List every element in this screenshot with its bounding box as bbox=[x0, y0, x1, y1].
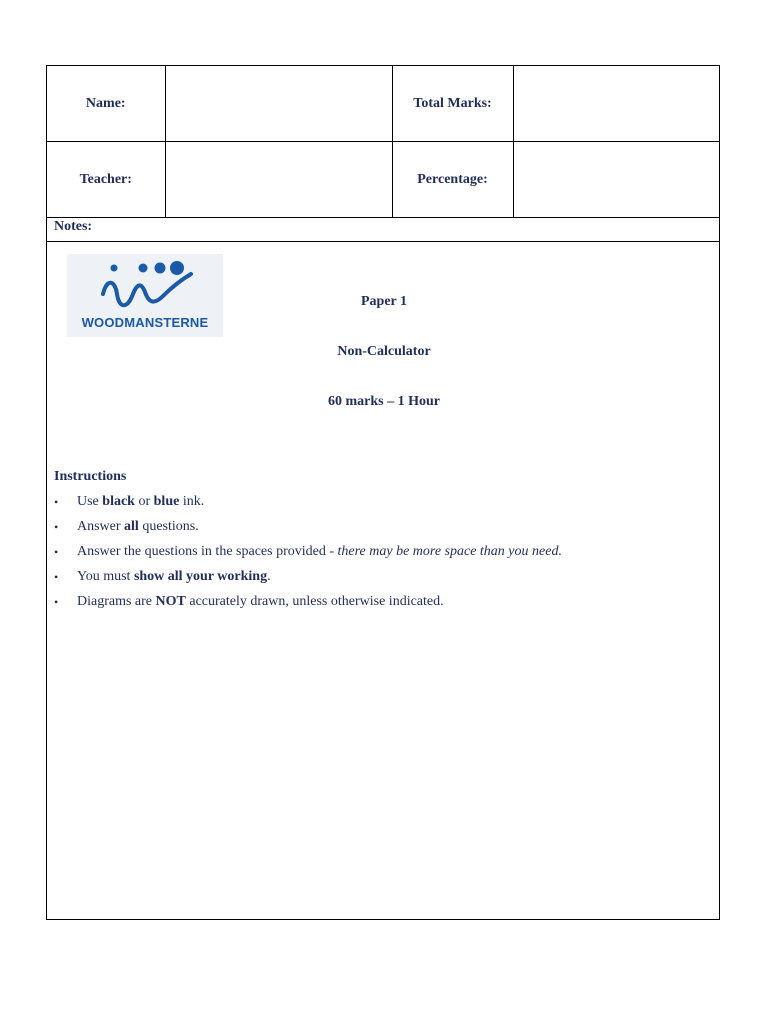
instruction-item bbox=[54, 493, 562, 518]
paper-marks-duration: 60 marks – 1 Hour bbox=[328, 394, 440, 409]
bullet-icon: • bbox=[54, 545, 59, 559]
instructions-list bbox=[54, 493, 562, 618]
percentage-label: Percentage: bbox=[392, 142, 513, 218]
instruction-text: black bbox=[102, 494, 135, 509]
teacher-field[interactable] bbox=[165, 142, 392, 218]
bullet-icon: • bbox=[54, 570, 59, 584]
instruction-text: Diagrams are bbox=[77, 594, 156, 609]
instruction-item bbox=[54, 593, 562, 618]
bullet-icon: • bbox=[54, 495, 59, 509]
instructions-heading: Instructions bbox=[54, 469, 127, 484]
total-marks-field[interactable] bbox=[513, 66, 719, 142]
bullet-icon: • bbox=[54, 595, 59, 609]
percentage-field[interactable] bbox=[513, 142, 719, 218]
instruction-text: You must bbox=[77, 569, 134, 584]
total-marks-label: Total Marks: bbox=[392, 66, 513, 142]
name-label: Name: bbox=[47, 66, 165, 142]
bullet-icon: • bbox=[54, 520, 59, 534]
notes-row[interactable] bbox=[47, 218, 719, 242]
instruction-item bbox=[54, 518, 562, 543]
notes-label: Notes: bbox=[54, 219, 93, 234]
instruction-text: or bbox=[134, 494, 154, 509]
instruction-text: questions. bbox=[138, 519, 199, 534]
instruction-item bbox=[54, 543, 562, 568]
teacher-label: Teacher: bbox=[47, 142, 165, 218]
instruction-text: show all your working bbox=[133, 569, 268, 584]
logo-text: WOODMANSTERNE bbox=[81, 315, 209, 330]
instruction-text: blue bbox=[153, 494, 180, 509]
instruction-text: there may be more space than you need. bbox=[337, 544, 562, 559]
instruction-text: NOT bbox=[155, 594, 186, 609]
name-field[interactable] bbox=[165, 66, 392, 142]
paper-subtitle: Non-Calculator bbox=[337, 344, 431, 359]
instruction-text: Answer bbox=[77, 519, 125, 534]
instruction-text: Answer the questions in the spaces provided - bbox=[77, 544, 338, 559]
cover-sheet bbox=[46, 65, 720, 920]
instruction-text: accurately drawn, unless otherwise indicated. bbox=[185, 594, 444, 609]
student-details-table bbox=[47, 66, 719, 218]
instruction-text: ink. bbox=[179, 494, 205, 509]
instruction-item bbox=[54, 568, 562, 593]
instruction-text: . bbox=[267, 569, 271, 584]
instruction-text: all bbox=[124, 519, 139, 534]
instruction-text: Use bbox=[77, 494, 103, 509]
paper-title: Paper 1 bbox=[360, 294, 407, 309]
